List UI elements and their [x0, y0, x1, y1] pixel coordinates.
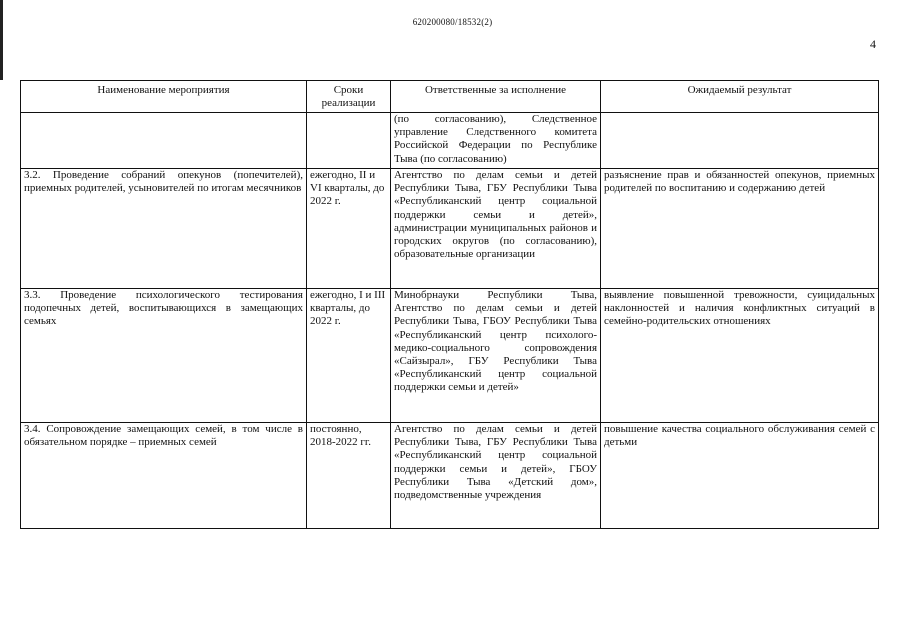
row-deadline-cell: постоянно, 2018-2022 гг.	[307, 423, 391, 529]
table-row	[21, 423, 879, 529]
row-deadline-cell: ежегодно, I и III кварталы, до 2022 г.	[307, 289, 391, 423]
row-deadline-cell: ежегодно, II и VI кварталы, до 2022 г.	[307, 169, 391, 289]
row-name-cell: 3.3. Проведение психологического тестирования подопечных детей, воспитывающихся в замещающих семьях	[21, 289, 307, 423]
row-result-cell: выявление повышенной тревожности, суицидальных наклонностей и наличия конфликтных ситуаций в семейно-родительских отношениях	[601, 289, 879, 423]
table-header-row	[21, 81, 879, 113]
column-header-name: Наименование мероприятия	[21, 81, 307, 113]
row-responsible-cell: (по согласованию), Следственное управление Следственного комитета Российской Федерации по Республике Тыва (по согласованию)	[391, 113, 601, 169]
table-row	[21, 113, 879, 169]
row-name-cell	[21, 113, 307, 169]
column-header-result: Ожидаемый результат	[601, 81, 879, 113]
row-responsible-cell: Агентство по делам семьи и детей Республики Тыва, ГБУ Республики Тыва «Республиканский центр социальной поддержки семьи и детей», ГБОУ Республики Тыва «Детский дом», подведомственные учреждения	[391, 423, 601, 529]
row-name-cell: 3.4. Сопровождение замещающих семей, в том числе в обязательном порядке – приемных семей	[21, 423, 307, 529]
row-name-cell: 3.2. Проведение собраний опекунов (попечителей), приемных родителей, усыновителей по итогам месячников	[21, 169, 307, 289]
row-result-cell: разъяснение прав и обязанностей опекунов, приемных родителей по воспитанию и содержанию детей	[601, 169, 879, 289]
column-header-responsible: Ответственные за исполнение	[391, 81, 601, 113]
row-result-cell: повышение качества социального обслуживания семей с детьми	[601, 423, 879, 529]
row-responsible-cell: Агентство по делам семьи и детей Республики Тыва, ГБУ Республики Тыва «Республиканский центр социальной поддержки семьи и детей», администрации муниципальных районов и городских округов (по согласованию), образовательные организации	[391, 169, 601, 289]
left-margin-bar	[0, 0, 3, 80]
table-row	[21, 289, 879, 423]
page-number: 4	[870, 37, 876, 51]
column-header-deadline: Сроки реализации	[307, 81, 391, 113]
table-row	[21, 169, 879, 289]
document-id: 620200080/18532(2)	[412, 17, 493, 27]
row-responsible-cell: Минобрнауки Республики Тыва, Агентство по делам семьи и детей Республики Тыва, ГБОУ Республики Тыва «Республиканский центр психолого-медико-социального сопровождения «Сайзырал», ГБУ Республики Тыва «Республиканский центр социальной поддержки семьи и детей»	[391, 289, 601, 423]
row-result-cell	[601, 113, 879, 169]
row-deadline-cell	[307, 113, 391, 169]
activity-plan-table	[20, 80, 879, 529]
